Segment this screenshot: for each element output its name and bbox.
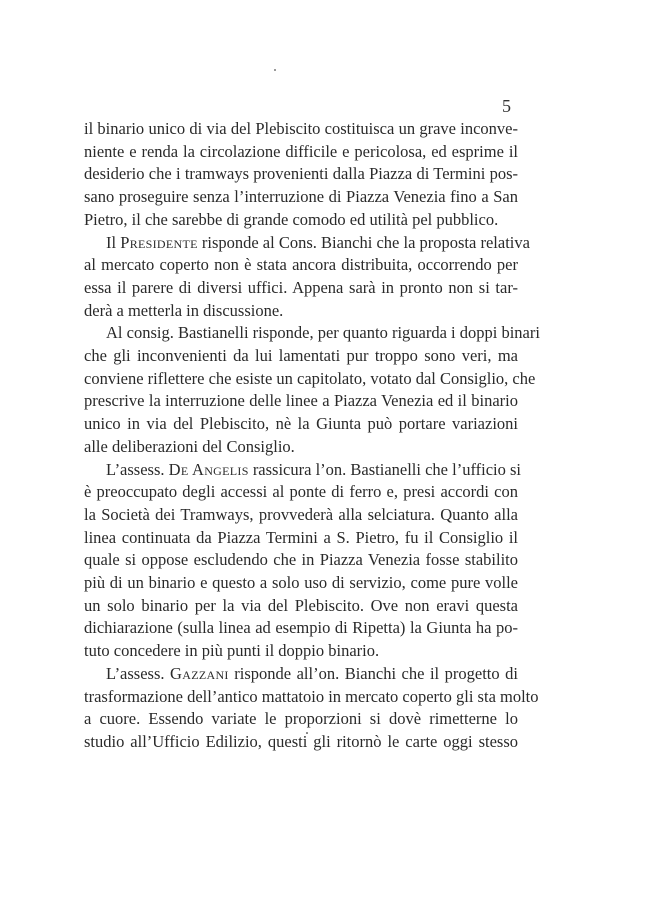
text-line: niente e renda la circolazione difficile e pericolosa, ed esprime il <box>84 141 518 161</box>
text-line <box>84 232 530 255</box>
text-line: più di un binario e questo a solo uso di servizio, come pure volle <box>84 573 518 593</box>
text-line: la Società dei Tramways, provvederà alla selciatura. Quanto alla <box>84 504 518 524</box>
text-line: trasformazione dell’antico mattatoio in mercato coperto gli sta molto <box>84 686 539 706</box>
scan-speck <box>274 69 276 71</box>
text-line: Pietro, il che sarebbe di grande comodo ed utilità pel pubblico. <box>84 209 499 229</box>
paragraph-1 <box>84 118 518 232</box>
text-line: unico in via del Plebiscito, nè la Giunta può portare variazioni <box>84 414 518 434</box>
text-line: un solo binario per la via del Plebiscito. Ove non eravi questa <box>84 595 518 615</box>
paragraph-lead: L’assess. <box>106 459 169 479</box>
text-line <box>84 459 522 482</box>
paragraph-5 <box>84 663 539 754</box>
text-line: dichiarazione (sulla linea ad esempio di Ripetta) la Giunta ha po- <box>84 618 518 638</box>
text-line: conviene riflettere che esiste un capitolato, votato dal Consiglio, che <box>84 368 536 388</box>
text-line: al mercato coperto non è stata ancora distribuita, occorrendo per <box>84 255 518 275</box>
text-fragment: risponde al Cons. Bianchi che la proposta relativa <box>197 232 530 252</box>
text-line: a cuore. Essendo variate le proporzioni si dovè rimetterne lo <box>84 709 518 729</box>
text-line: linea continuata da Piazza Termini a S. Pietro, fu il Consiglio il <box>84 527 518 547</box>
text-line: alle deliberazioni del Consiglio. <box>84 436 295 456</box>
text-fragment: risponde all’on. Bianchi che il progetto di <box>228 663 518 683</box>
paragraph-4 <box>84 459 522 663</box>
speaker-name: De Angelis <box>168 459 249 479</box>
page-number: 5 <box>502 96 511 116</box>
paragraph-2 <box>84 232 530 323</box>
text-line: è preoccupato degli accessi al ponte di ferro e, presi accordi con <box>84 482 518 502</box>
text-line: studio all’Ufficio Edilizio, questi gli ritornò le carte oggi stesso <box>84 731 518 751</box>
body-text <box>84 118 540 754</box>
text-line <box>84 663 518 686</box>
text-line: il binario unico di via del Plebiscito costituisca un grave inconve- <box>84 119 518 138</box>
text-line: sano proseguire senza l’interruzione di Piazza Venezia fino a San <box>84 187 518 207</box>
paragraph-lead: L’assess. <box>106 663 171 683</box>
text-line: essa il parere di diversi uffici. Appena sarà in pronto non si tar- <box>84 277 518 297</box>
speaker-name: Presidente <box>120 232 198 252</box>
text-line: che gli inconvenienti da lui lamentati pur troppo sono veri, ma <box>84 346 518 366</box>
text-line: quale si oppose escludendo che in Piazza Venezia fosse stabilito <box>84 550 518 570</box>
paragraph-lead: Il <box>106 232 121 252</box>
text-line: derà a metterla in discussione. <box>84 300 284 320</box>
text-line: tuto concedere in più punti il doppio binario. <box>84 641 380 661</box>
text-line: Al consig. Bastianelli risponde, per quanto riguarda i doppi binari <box>106 323 540 343</box>
text-line: prescrive la interruzione delle linee a Piazza Venezia ed il binario <box>84 391 518 411</box>
text-fragment: rassicura l’on. Bastianelli che l’ufficio si <box>248 459 522 479</box>
text-line: desiderio che i tramways provenienti dalla Piazza di Termini pos- <box>84 164 518 184</box>
paragraph-3 <box>84 322 540 458</box>
speaker-name: Gazzani <box>170 663 229 683</box>
